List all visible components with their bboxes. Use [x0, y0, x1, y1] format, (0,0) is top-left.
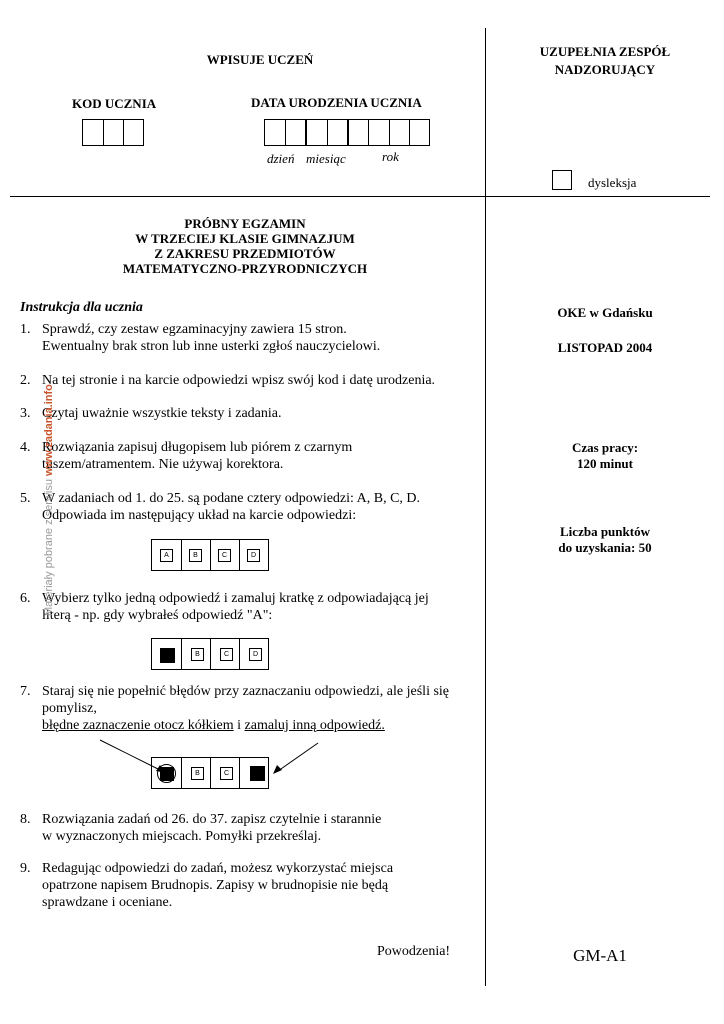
header-left-title: WPISUJE UCZEŃ — [206, 52, 314, 67]
czas-pracy-label: Czas pracy: — [571, 440, 639, 455]
footer-text: Powodzenia! — [377, 944, 451, 959]
option-c-box: C — [220, 648, 233, 661]
option-a-box: A — [160, 549, 173, 562]
circle-mark — [157, 764, 176, 783]
rok-label: rok — [382, 149, 399, 164]
option-c-box: C — [220, 767, 233, 780]
dysleksja-checkbox[interactable] — [552, 170, 572, 190]
title-line-1: PRÓBNY EGZAMIN — [184, 216, 306, 231]
title-line-2: W TRZECIEJ KLASIE GIMNAZJUM — [135, 231, 355, 246]
header-right-title-2: NADZORUJĄCY — [554, 62, 656, 77]
vertical-divider — [485, 28, 486, 986]
miesiac-label: miesiąc — [306, 151, 346, 166]
option-d-box: D — [249, 648, 262, 661]
watermark: Materiały pobrane z serwisu www.zadania.info — [43, 384, 55, 616]
answer-grid-filled-example — [151, 638, 269, 670]
filled-box-a — [160, 648, 175, 663]
filled-box-d — [250, 766, 265, 781]
option-b-box: B — [191, 648, 204, 661]
title-line-4: MATEMATYCZNO-PRZYRODNICZYCH — [122, 261, 368, 276]
option-b-box: B — [189, 549, 202, 562]
dysleksja-label: dysleksja — [588, 175, 637, 190]
answer-grid-example — [151, 539, 269, 571]
kod-ucznia-field[interactable] — [82, 119, 144, 146]
dzien-label: dzień — [267, 151, 295, 166]
option-c-box: C — [218, 549, 231, 562]
header-right-title-1: UZUPEŁNIA ZESPÓŁ — [539, 44, 671, 59]
data-urodzenia-field[interactable] — [264, 119, 430, 146]
liczba-punktow-label: Liczba punktów — [560, 524, 650, 539]
option-b-box: B — [191, 767, 204, 780]
test-code: GM-A1 — [573, 946, 627, 965]
exam-date: LISTOPAD 2004 — [557, 340, 653, 355]
answer-grid-correction-example — [151, 757, 269, 789]
kod-ucznia-label: KOD UCZNIA — [72, 96, 157, 111]
czas-pracy-value: 120 minut — [577, 456, 633, 471]
data-urodzenia-label: DATA URODZENIA UCZNIA — [251, 95, 422, 110]
instructions-heading: Instrukcja dla ucznia — [20, 300, 143, 315]
exam-title — [60, 216, 430, 276]
oke-label: OKE w Gdańsku — [557, 305, 653, 320]
liczba-punktow-value: do uzyskania: 50 — [558, 540, 652, 555]
title-line-3: Z ZAKRESU PRZEDMIOTÓW — [154, 246, 336, 261]
horizontal-divider — [10, 196, 710, 197]
option-d-box: D — [247, 549, 260, 562]
